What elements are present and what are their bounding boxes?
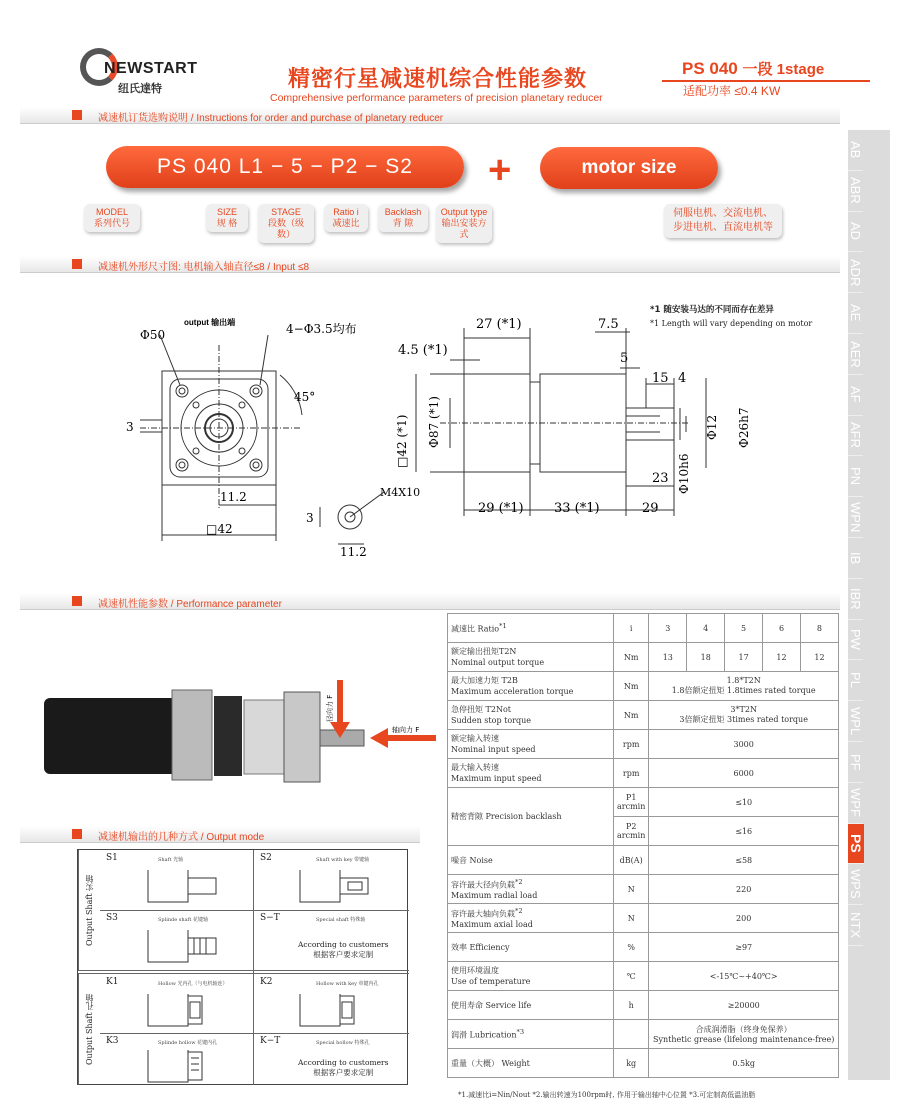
footnote: *1.减速比i=Nin/Nout *2.输出转速为100rpm时, 作用于输出轴中心位置 *3.可定制高低温油脂 <box>458 1091 756 1099</box>
key-dim-3: 3 <box>306 511 314 525</box>
side-tab-wpf[interactable]: WPF <box>848 783 863 824</box>
row-name: 使用环境温度 Use of temperature <box>448 962 614 991</box>
code-s2: S2 <box>260 853 272 863</box>
holes-dim: 4−Φ3.5均布 <box>286 322 357 336</box>
table-row <box>448 614 839 643</box>
row-unit: P2 arcmin <box>614 817 649 846</box>
row-name: 容许最大轴向负载$^{*2}$ Maximum axial load <box>448 904 614 933</box>
page-title: 精密行星减速机综合性能参数 <box>288 67 588 92</box>
cell-value: 1.8*T2N 1.8倍额定扭矩 1.8times rated torque <box>649 672 839 701</box>
name-s2: Shaft with key 带键轴 <box>316 857 370 863</box>
row-unit <box>614 1020 649 1049</box>
table-row <box>448 1020 839 1049</box>
dim-sq42: □42 (*1) <box>395 414 409 468</box>
row-name: 重量（大概） Weight <box>448 1049 614 1078</box>
cell-value: 200 <box>649 904 839 933</box>
cell-value: <-15℃~+40℃> <box>649 962 839 991</box>
cell-value: 3000 <box>649 730 839 759</box>
dim-3: 3 <box>126 420 134 434</box>
cell-value: 12 <box>800 643 838 672</box>
dim-phi26h7: Φ26h7 <box>737 407 751 448</box>
cell-value: 3*T2N 3倍额定扭矩 3times rated torque <box>649 701 839 730</box>
cell-value: ≤58 <box>649 846 839 875</box>
side-tab-ps[interactable]: PS <box>848 824 864 865</box>
row-unit: Nm <box>614 701 649 730</box>
table-row <box>448 991 839 1020</box>
cell-value: 6000 <box>649 759 839 788</box>
row-name: 容许最大径向负载$^{*2}$ Maximum radial load <box>448 875 614 904</box>
row-name: 急停扭矩 T2Not Sudden stop torque <box>448 701 614 730</box>
side-tab-afr[interactable]: AFR <box>848 416 863 457</box>
name-k3: Splinde hollow 花键内孔 <box>158 1040 218 1046</box>
dim-4: 4 <box>678 371 687 386</box>
table-row <box>448 904 839 933</box>
table-row <box>448 846 839 875</box>
code-k2: K2 <box>260 977 273 987</box>
section-header-output: 减速机输出的几种方式 / Output mode <box>20 826 420 843</box>
angle-dim: 45° <box>294 390 316 404</box>
cell-value: 合成润滑脂（终身免保养） Synthetic grease (lifelong maintenance-free) <box>649 1020 839 1049</box>
page-subtitle: Comprehensive performance parameters of precision planetary reducer <box>270 92 603 104</box>
brand-name: NEWSTART <box>104 60 198 77</box>
custom-note-shaft: According to customers 根据客户要求定制 <box>298 940 389 959</box>
series-side-nav <box>848 130 890 1080</box>
dim-33: 33 (*1) <box>554 501 600 516</box>
table-row <box>448 933 839 962</box>
cell-value: 13 <box>649 643 687 672</box>
row-name: 润滑 Lubrication$^{*3}$ <box>448 1020 614 1049</box>
dim-29a: 29 (*1) <box>478 501 524 516</box>
side-tab-pn[interactable]: PN <box>848 456 863 497</box>
code-kt: K−T <box>260 1036 281 1046</box>
row-name: 最大加速力矩 T2B Maximum acceleration torque <box>448 672 614 701</box>
section-header-order: 减速机订货选购说明 / Instructions for order and purchase of planetary reducer <box>20 107 840 124</box>
ratio-value: 4 <box>687 614 725 643</box>
row-unit: Nm <box>614 672 649 701</box>
dim-phi10h6: Φ10h6 <box>677 453 691 494</box>
table-row <box>448 643 839 672</box>
row-name: 额定输出扭矩T2N Nominal output torque <box>448 643 614 672</box>
side-tab-wps[interactable]: WPS <box>848 864 863 905</box>
side-tab-ibr[interactable]: IBR <box>848 579 863 620</box>
row-unit: ℃ <box>614 962 649 991</box>
cell-value: 17 <box>725 643 763 672</box>
row-name: 使用寿命 Service life <box>448 991 614 1020</box>
side-tab-wpl[interactable]: WPL <box>848 701 863 742</box>
table-row <box>448 730 839 759</box>
table-row <box>448 875 839 904</box>
row-name: 减速比 Ratio$^{*1}$ <box>448 614 614 643</box>
side-tab-ae[interactable]: AE <box>848 293 863 334</box>
output-label: output 输出端 <box>184 318 236 327</box>
s1-shaft-icon <box>138 866 238 906</box>
dim-phi87: Φ87 (*1) <box>427 396 441 448</box>
code-k1: K1 <box>106 977 119 987</box>
order-label-ratio: Ratio i 减速比 <box>324 204 368 232</box>
ratio-value: 3 <box>649 614 687 643</box>
row-name: 噪音 Noise <box>448 846 614 875</box>
s2-key-shaft-icon <box>290 866 390 906</box>
note1-cn: *1 随安装马达的不同而存在差异 <box>650 305 774 315</box>
cell-value: ≥20000 <box>649 991 839 1020</box>
table-row <box>448 701 839 730</box>
cell-value: 12 <box>763 643 801 672</box>
motor-types-label: 伺服电机、交流电机、 步进电机、直流电机等 <box>664 204 782 238</box>
cell-value: 0.5kg <box>649 1049 839 1078</box>
axial-force-label: 轴向力 F <box>392 726 420 734</box>
side-tab-adr[interactable]: ADR <box>848 252 863 293</box>
code-st: S−T <box>260 913 280 923</box>
cell-value: 18 <box>687 643 725 672</box>
dim-15: 15 <box>652 371 669 386</box>
hollow-shaft-label: Output Shaft 孔轴 <box>78 974 100 1085</box>
name-k1: Hollow 光内孔（与电机轴连） <box>158 981 228 987</box>
side-tab-ib[interactable]: IB <box>848 538 863 579</box>
dim-7-5: 7.5 <box>598 317 619 332</box>
side-tab-aer[interactable]: AER <box>848 334 863 375</box>
s3-spline-shaft-icon <box>138 926 238 966</box>
table-row <box>448 788 839 817</box>
side-tab-pl[interactable]: PL <box>848 660 863 701</box>
custom-note-hollow: According to customers 根据客户要求定制 <box>298 1058 389 1077</box>
cell-value: ≤16 <box>649 817 839 846</box>
side-view-drawing <box>390 298 813 528</box>
row-unit: N <box>614 875 649 904</box>
name-k2: Hollow with key 单键内孔 <box>316 981 379 987</box>
product-photo <box>40 668 440 798</box>
side-tab-pw[interactable]: PW <box>848 620 863 661</box>
brand-name-cn: 纽氏達特 <box>118 83 162 95</box>
cell-value: ≤10 <box>649 788 839 817</box>
output-mode-table <box>77 849 408 1085</box>
row-unit: P1 arcmin <box>614 788 649 817</box>
side-tab-pf[interactable]: PF <box>848 742 863 783</box>
name-kt: Special hollow 特殊孔 <box>316 1040 370 1046</box>
name-s1: Shaft 光轴 <box>158 857 184 863</box>
row-unit: i <box>614 614 649 643</box>
side-tab-ntx[interactable]: NTX <box>848 905 863 946</box>
dim-phi12: Φ12 <box>705 414 719 440</box>
m4-dim: M4X10 <box>380 486 420 499</box>
order-label-size: SIZE 规 格 <box>206 204 248 232</box>
sq42-dim: □42 <box>206 522 233 536</box>
code-s3: S3 <box>106 913 118 923</box>
ratio-value: 5 <box>725 614 763 643</box>
row-unit: h <box>614 991 649 1020</box>
side-tab-abr[interactable]: ABR <box>848 171 863 212</box>
row-unit: N <box>614 904 649 933</box>
dim-23: 23 <box>652 471 669 486</box>
k1-hollow-icon <box>138 990 238 1030</box>
table-row <box>448 962 839 991</box>
name-s3: Splinde shaft 花键轴 <box>158 917 209 923</box>
power-rating: 适配功率 ≤0.4 KW <box>683 84 781 98</box>
motor-size-pill: motor size <box>540 147 718 189</box>
code-s1: S1 <box>106 853 118 863</box>
radial-force-label: 径向力 F <box>326 694 334 722</box>
order-label-backlash: Backlash 背 隙 <box>378 204 428 232</box>
row-unit: % <box>614 933 649 962</box>
code-k3: K3 <box>106 1036 119 1046</box>
row-unit: rpm <box>614 730 649 759</box>
side-tab-wpn[interactable]: WPN <box>848 497 863 538</box>
note1-en: *1 Length will vary depending on motor <box>650 319 813 328</box>
row-unit: kg <box>614 1049 649 1078</box>
dim-5: 5 <box>620 351 629 366</box>
order-code-pill: PS 040 L1 − 5 − P2 − S2 <box>106 146 464 188</box>
row-unit: Nm <box>614 643 649 672</box>
table-row <box>448 1049 839 1078</box>
ratio-value: 8 <box>800 614 838 643</box>
row-name: 额定输入转速 Nominal input speed <box>448 730 614 759</box>
side-tab-ab[interactable]: AB <box>848 130 863 171</box>
k3-spline-hollow-icon <box>138 1048 238 1084</box>
table-row <box>448 672 839 701</box>
side-tab-ad[interactable]: AD <box>848 212 863 253</box>
solid-shaft-label: Output Shaft 实轴 <box>78 850 100 970</box>
order-label-model: MODEL 系列代号 <box>84 204 140 232</box>
performance-table <box>447 613 839 1078</box>
section-header-dims: 减速机外形尺寸图: 电机输入轴直径≤8 / Input ≤8 <box>20 256 840 273</box>
key-dim-11-2: 11.2 <box>340 545 367 559</box>
phi50-dim: Φ50 <box>140 328 166 342</box>
table-row <box>448 759 839 788</box>
cell-value: ≥97 <box>649 933 839 962</box>
ratio-value: 6 <box>763 614 801 643</box>
k2-key-hollow-icon <box>290 990 390 1030</box>
order-label-stage: STAGE 段数（级数） <box>258 204 314 243</box>
dim-29: 29 <box>642 501 659 516</box>
cell-value: 220 <box>649 875 839 904</box>
order-label-output: Output type 输出安装方式 <box>436 204 492 243</box>
side-tab-af[interactable]: AF <box>848 375 863 416</box>
dim-4-5: 4.5 (*1) <box>398 343 448 358</box>
dim-27: 27 (*1) <box>476 317 522 332</box>
section-header-perf: 减速机性能参数 / Performance parameter <box>20 593 840 610</box>
model-title: PS 040 一段 1stage <box>682 59 825 78</box>
row-name: 精密背隙 Precision backlash <box>448 788 614 846</box>
row-unit: dB(A) <box>614 846 649 875</box>
dim-11-2: 11.2 <box>220 490 247 504</box>
row-name: 最大输入转速 Maximum input speed <box>448 759 614 788</box>
plus-icon: + <box>488 148 512 192</box>
name-st: Special shaft 特殊轴 <box>316 917 366 923</box>
row-name: 效率 Efficiency <box>448 933 614 962</box>
row-unit: rpm <box>614 759 649 788</box>
